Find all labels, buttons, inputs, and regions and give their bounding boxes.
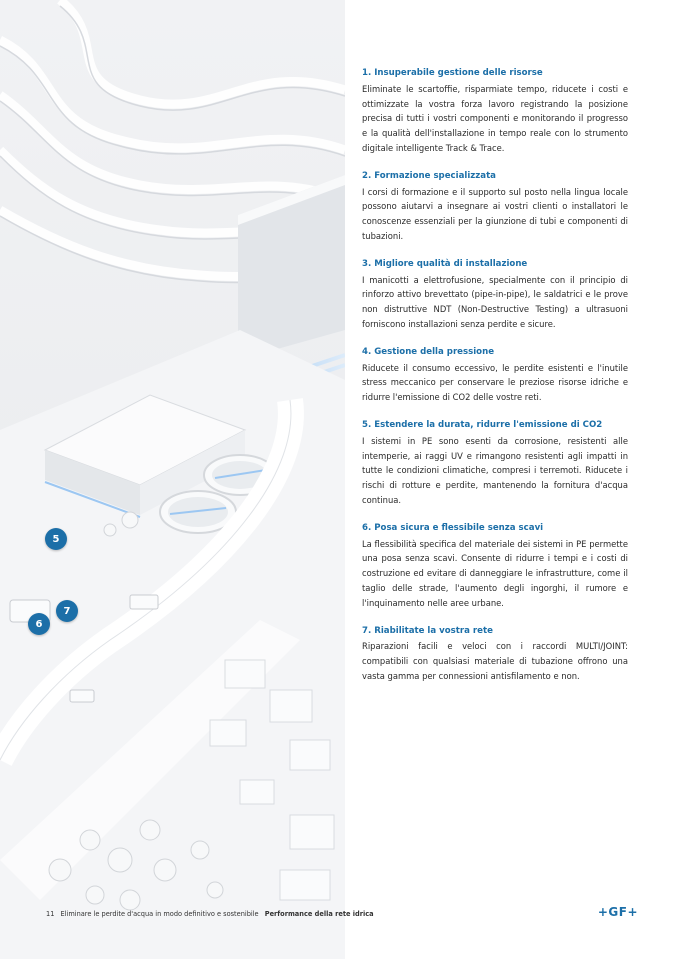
benefit-6 (362, 521, 628, 611)
footer-text: Eliminare le perdite d'acqua in modo definitivo e sostenibile (60, 910, 259, 918)
page-footer (46, 910, 374, 918)
benefit-5 (362, 418, 628, 508)
benefit-7-body: Riparazioni facili e veloci con i raccordi MULTI/JOINT: compatibili con qualsiasi materiale di tubazione offrono una vasta gamma per connessioni antisfilamento e non. (362, 641, 628, 681)
benefit-4-body: Riducete il consumo eccessivo, le perdite esistenti e l'inutile stress meccanico per conservare le preziose risorse idriche e ridurre l'emissione di CO2 delle vostre reti. (362, 362, 628, 403)
benefit-5-body: I sistemi in PE sono esenti da corrosione, resistenti alle intemperie, ai raggi UV e rimangono resistenti agli impatti in tutte le condizioni climatiche, compresi i terremoti. Riducete i rischi di rotture e perdite, mantenendo la fornitura d'acqua continua. (362, 435, 628, 505)
gf-logo: +GF+ (597, 905, 638, 919)
benefit-6-body: La flessibilità specifica del materiale dei sistemi in PE permette una posa senza scavi. Consente di ridurre i tempi e i costi di costruzione ed evitare di danneggiare le infrastrutture, come il taglio delle strade, l'aumento degli ingorghi, il rumore e l'inquinamento nelle aree urbane. (362, 538, 628, 608)
benefit-2-title: 2. Formazione specializzata (362, 170, 496, 181)
benefit-3-title: 3. Migliore qualità di installazione (362, 258, 528, 269)
benefit-4 (362, 345, 628, 405)
benefit-5-title: 5. Estendere la durata, ridurre l'emissione di CO2 (362, 419, 603, 430)
page-number: 11 (46, 910, 55, 918)
benefit-1 (362, 66, 628, 156)
benefit-7-title: 7. Riabilitate la vostra rete (362, 625, 493, 636)
benefit-1-body: Eliminate le scartoffie, risparmiate tempo, riducete i costi e ottimizzate la vostra forza lavoro registrando la posizione precisa di tutti i vostri componenti e monitorando il progresso e la qualità dell'installazione in tempo reale con lo strumento digitale intelligente Track & Trace. (362, 83, 628, 153)
footer-section-name: Performance della rete idrica (264, 910, 374, 918)
marker-6: 6 (28, 613, 50, 635)
benefit-1-title: 1. Insuperabile gestione delle risorse (362, 68, 543, 78)
benefit-4-title: 4. Gestione della pressione (362, 346, 495, 357)
marker-5: 5 (45, 528, 67, 550)
marker-7: 7 (56, 600, 78, 622)
benefit-3 (362, 257, 628, 332)
benefit-7 (362, 624, 628, 684)
benefit-6-title: 6. Posa sicura e flessibile senza scavi (362, 522, 544, 533)
benefit-2-body: I corsi di formazione e il supporto sul posto nella lingua locale possono aiutarvi a insegnare ai vostri clienti o installatori le conoscenze essenziali per la giunzione di tubi e componenti di tubazioni. (362, 186, 628, 241)
benefit-2 (362, 169, 628, 244)
benefit-3-body: I manicotti a elettrofusione, specialmente con il principio di rinforzo attivo brevettato (pipe-in-pipe), le saldatrici e le prove non distruttive NDT (Non-Destructive Testing) a ultrasuoni forniscono installazioni senza perdite e sicure. (362, 274, 628, 329)
benefits-list (362, 66, 628, 697)
